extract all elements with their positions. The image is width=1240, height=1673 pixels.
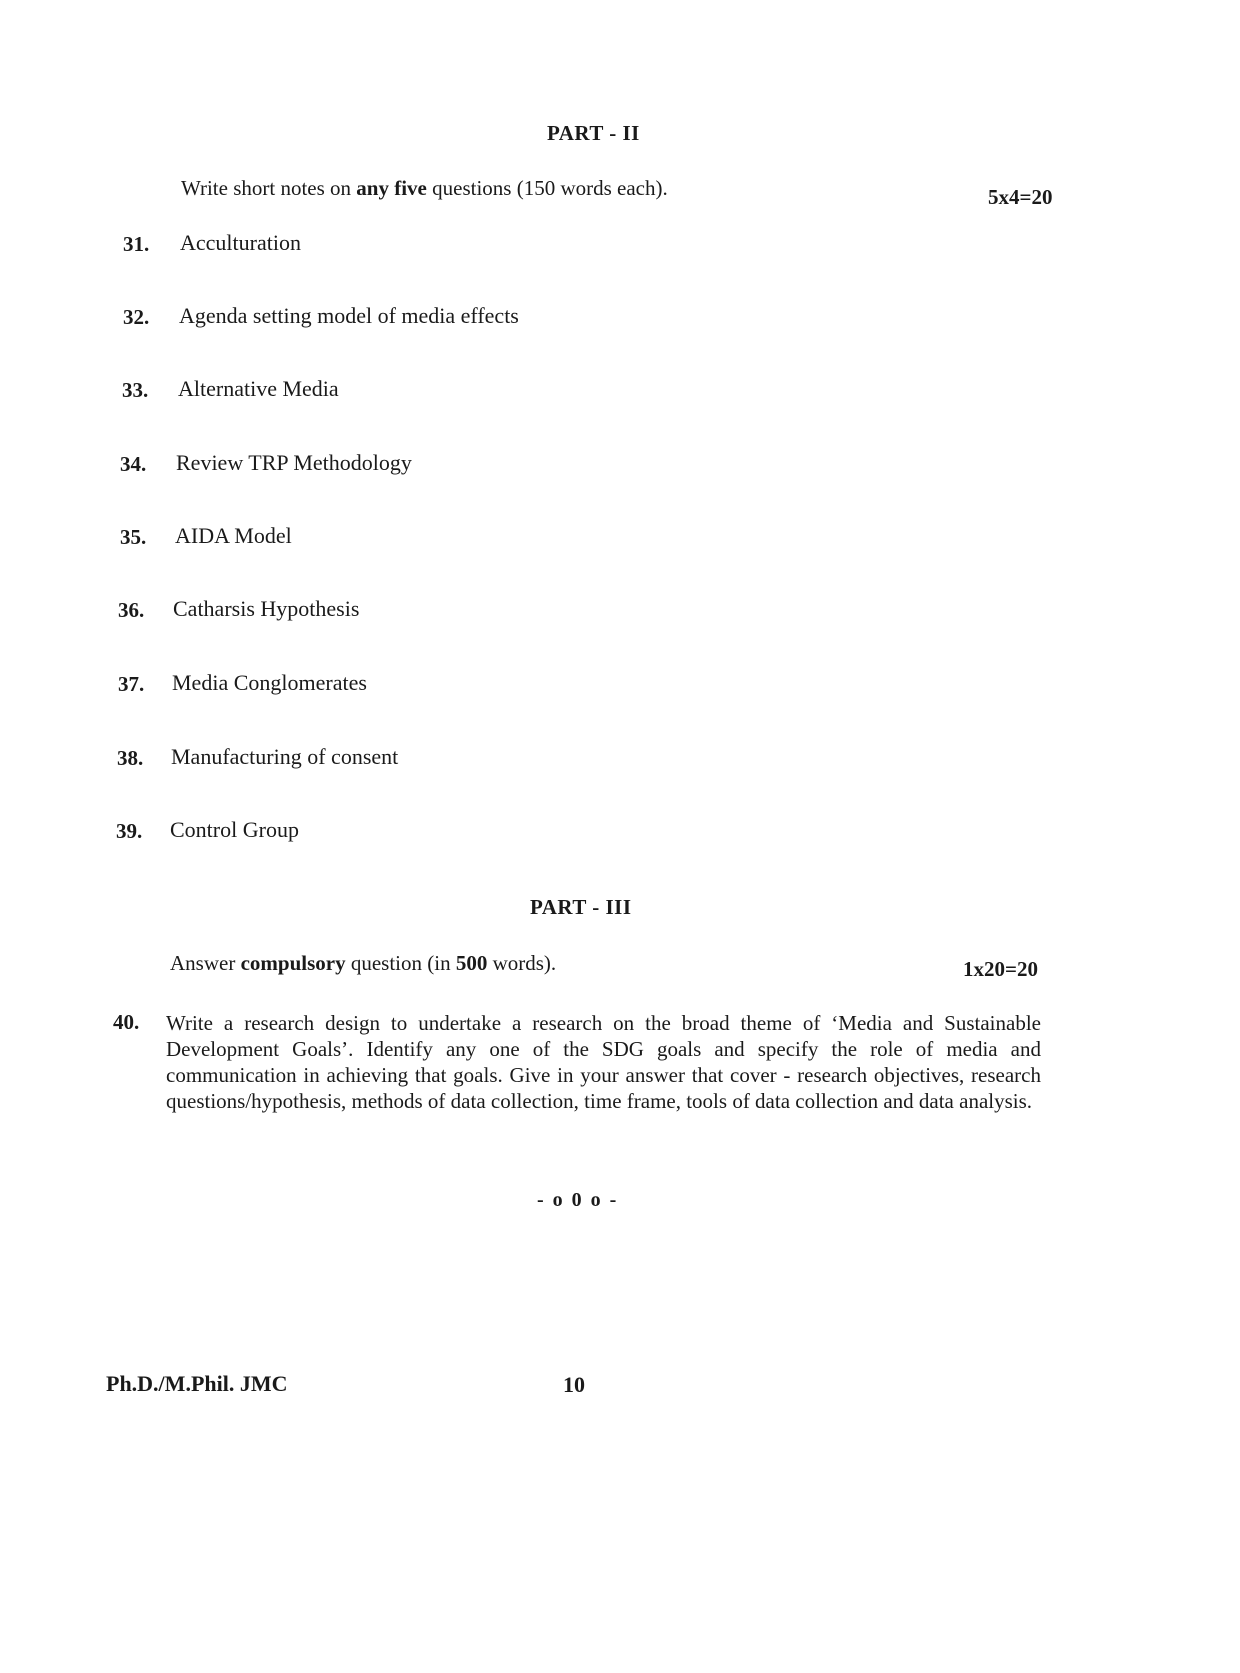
- question-text: Catharsis Hypothesis: [173, 596, 360, 621]
- instruction-text-post: questions (150 words each).: [426, 176, 668, 200]
- question-number: 34.: [120, 452, 147, 476]
- instruction-text-mid: question (in: [345, 951, 456, 975]
- part-3-heading: PART - III: [530, 895, 632, 919]
- question-number: 32.: [123, 305, 150, 329]
- question-text: Alternative Media: [178, 376, 339, 401]
- part-2-heading: PART - II: [547, 121, 640, 145]
- instruction-text-pre: Write short notes on: [181, 176, 357, 200]
- footer-course-code: Ph.D./M.Phil. JMC: [106, 1371, 288, 1396]
- question-text: Control Group: [170, 817, 299, 842]
- question-40-text: Write a research design to undertake a research on the broad theme of ‘Media and Sustainable Development Goals’. Identify any one of the SDG goals and specify the role of media and communication in achieving that goals. Give in your answer that cover - research objectives, research questions/hypothesis, methods of data collection, time frame, tools of data collection and data analysis.: [166, 1011, 1041, 1113]
- question-number: 35.: [120, 525, 147, 549]
- question-text: Media Conglomerates: [172, 670, 367, 695]
- question-text: Agenda setting model of media effects: [179, 303, 519, 328]
- question-text: Acculturation: [180, 230, 301, 255]
- instruction-text-post: words).: [487, 951, 557, 975]
- question-number: 33.: [122, 378, 149, 402]
- instruction-text-bold: compulsory: [240, 951, 346, 975]
- question-text: Review TRP Methodology: [176, 450, 412, 475]
- question-text: AIDA Model: [175, 523, 292, 548]
- question-number: 40.: [113, 1010, 140, 1034]
- question-number: 31.: [123, 232, 150, 256]
- question-number: 37.: [118, 672, 145, 696]
- instruction-text-bold-2: 500: [455, 951, 488, 975]
- question-number: 39.: [116, 819, 143, 843]
- part-2-instruction: [181, 176, 668, 201]
- part-3-instruction: [170, 951, 556, 976]
- question-number: 38.: [117, 746, 144, 770]
- instruction-text-pre: Answer: [170, 951, 241, 975]
- question-number: 36.: [118, 598, 145, 622]
- part-2-marks: 5x4=20: [988, 185, 1053, 209]
- page-number: 10: [563, 1372, 585, 1397]
- part-3-marks: 1x20=20: [963, 957, 1038, 981]
- question-text: Manufacturing of consent: [171, 744, 399, 769]
- instruction-text-bold: any five: [356, 176, 427, 200]
- end-mark: - o 0 o -: [537, 1189, 619, 1211]
